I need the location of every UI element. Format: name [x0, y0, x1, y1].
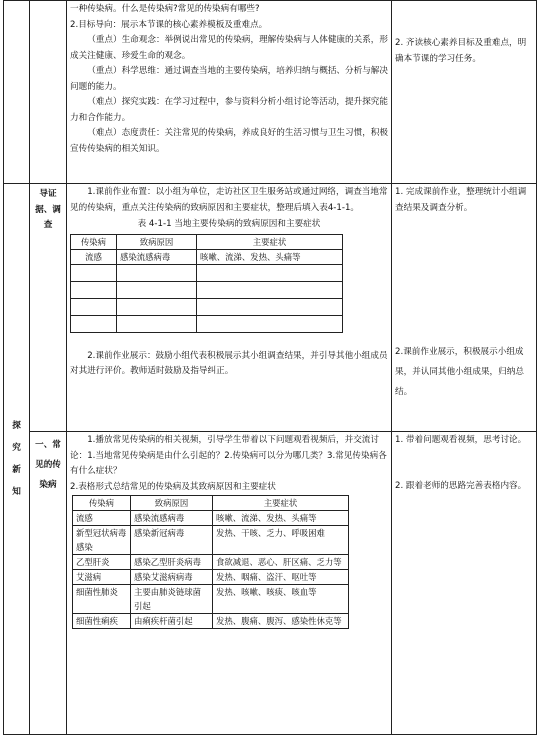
step-common-diseases: 一、常见的传染病 [30, 432, 67, 735]
common-diseases-content [67, 432, 392, 735]
objective-scientific-thinking: （重点）科学思维：通过调查当地的主要传染病，培养归纳与概括、分析与解决问题的能力。 [70, 66, 388, 92]
objective-inquiry-practice: （难点）探究实践：在学习过程中，参与资料分析小组讨论等活动，提升探究能力和合作能力。 [70, 97, 388, 123]
table-caption: 表 4-1-1 当地主要传染病的致病原因和主要症状 [137, 219, 321, 229]
phase-label: 探究新知 [4, 184, 30, 735]
student-survey-1: 1. 完成课前作业，整理统计小组调查结果及调查分析。 [395, 187, 527, 213]
survey-student-cell [392, 184, 537, 432]
survey-row [4, 184, 537, 432]
objectives-row [4, 1, 537, 184]
header-symptoms: 主要症状 [213, 496, 349, 511]
table-row: 乙型肝炎 感染乙型肝炎病毒 食欲减退、恶心、肝区痛、乏力等 [73, 555, 349, 570]
survey-table [70, 234, 343, 333]
table-row-empty [71, 281, 343, 298]
blank-step-cell [30, 1, 67, 184]
header-symptoms: 主要症状 [197, 234, 343, 249]
table-row-empty [71, 264, 343, 281]
survey-assignment-text: 1.课前作业布置：以小组为单位，走访社区卫生服务站或通过网络，调查当地常见的传染病，重点关注传染病的致病原因和主要症状，整理后填入表4-1-1。 [70, 187, 388, 213]
step-survey: 导证据、调查 [30, 184, 67, 432]
common-diseases-row [4, 432, 537, 735]
student-common-1: 1. 带着问题观看视频，思考讨论。 [395, 435, 527, 445]
presentation-text: 2.课前作业展示：鼓励小组代表积极展示其小组调查结果，并引导其他小组成员对其进行评价。教师适时鼓励及指导纠正。 [70, 350, 388, 376]
table-row-empty [71, 315, 343, 332]
table-row: 流感 感染流感病毒 咳嗽、流涕、发热、头痛等 [71, 249, 343, 264]
objectives-cell [67, 1, 392, 184]
student-common-2: 2. 跟着老师的思路完善表格内容。 [395, 480, 527, 491]
summary-table-intro: 2.表格形式总结常见的传染病及其致病原因和主要症状 [70, 481, 276, 492]
common-diseases-student-cell [392, 432, 537, 735]
disease-summary-table [72, 495, 349, 629]
intro-line: 一种传染病。什么是传染病?常见的传染病有哪些? [70, 4, 260, 14]
objective-life-concept: （重点）生命观念：举例说出常见的传染病，理解传染病与人体健康的关系，形成关注健康、珍爱生命的观念。 [70, 35, 388, 61]
student-activity-text: 2. 齐读核心素养目标及重难点，明确本节课的学习任务。 [395, 38, 527, 64]
table-header-row [73, 496, 349, 511]
student-survey-2: 2.课前作业展示，积极展示小组成果，并认同其他小组成果，归纳总结。 [395, 347, 524, 397]
table-row: 艾滋病 感染艾滋病病毒 发热、咽痛、盗汗、呕吐等 [73, 570, 349, 585]
table-row: 细菌性痢疾 由痢疾杆菌引起 发热、腹痛、腹泻、感染性休克等 [73, 614, 349, 629]
table-row-empty [71, 298, 343, 315]
blank-phase-cell [4, 1, 30, 184]
header-disease: 传染病 [71, 234, 117, 249]
video-activity-text: 1.播放常见传染病的相关视频，引导学生带着以下问题观看视频后，并交流讨论：1.当地常见传染病是由什么引起的？2.传染病可以分为哪几类？3.常见传染病各有什么症状？ [70, 435, 387, 476]
table-header-row [71, 234, 343, 249]
table-row: 细菌性肺炎 主要由肺炎链球菌引起 发热、咳嗽、咳痰、咳血等 [73, 585, 349, 614]
table-row: 流感 感染流感病毒 咳嗽、流涕、发热、头痛等 [73, 511, 349, 526]
header-disease: 传染病 [73, 496, 131, 511]
header-cause: 致病原因 [117, 234, 197, 249]
header-cause: 致病原因 [131, 496, 213, 511]
survey-content-cell [67, 184, 392, 432]
objective-attitude: （难点）态度责任：关注常见的传染病，养成良好的生活习惯与卫生习惯，积极宣传传染病的相关知识。 [70, 128, 388, 154]
lesson-plan-table [3, 0, 537, 735]
objective-guide: 2.目标导向：展示本节课的核心素养模板及重难点。 [70, 19, 268, 30]
table-row: 新型冠状病毒感染 感染新冠病毒 发热、干咳、乏力、呼吸困难 [73, 526, 349, 555]
student-activity-cell [392, 1, 537, 184]
